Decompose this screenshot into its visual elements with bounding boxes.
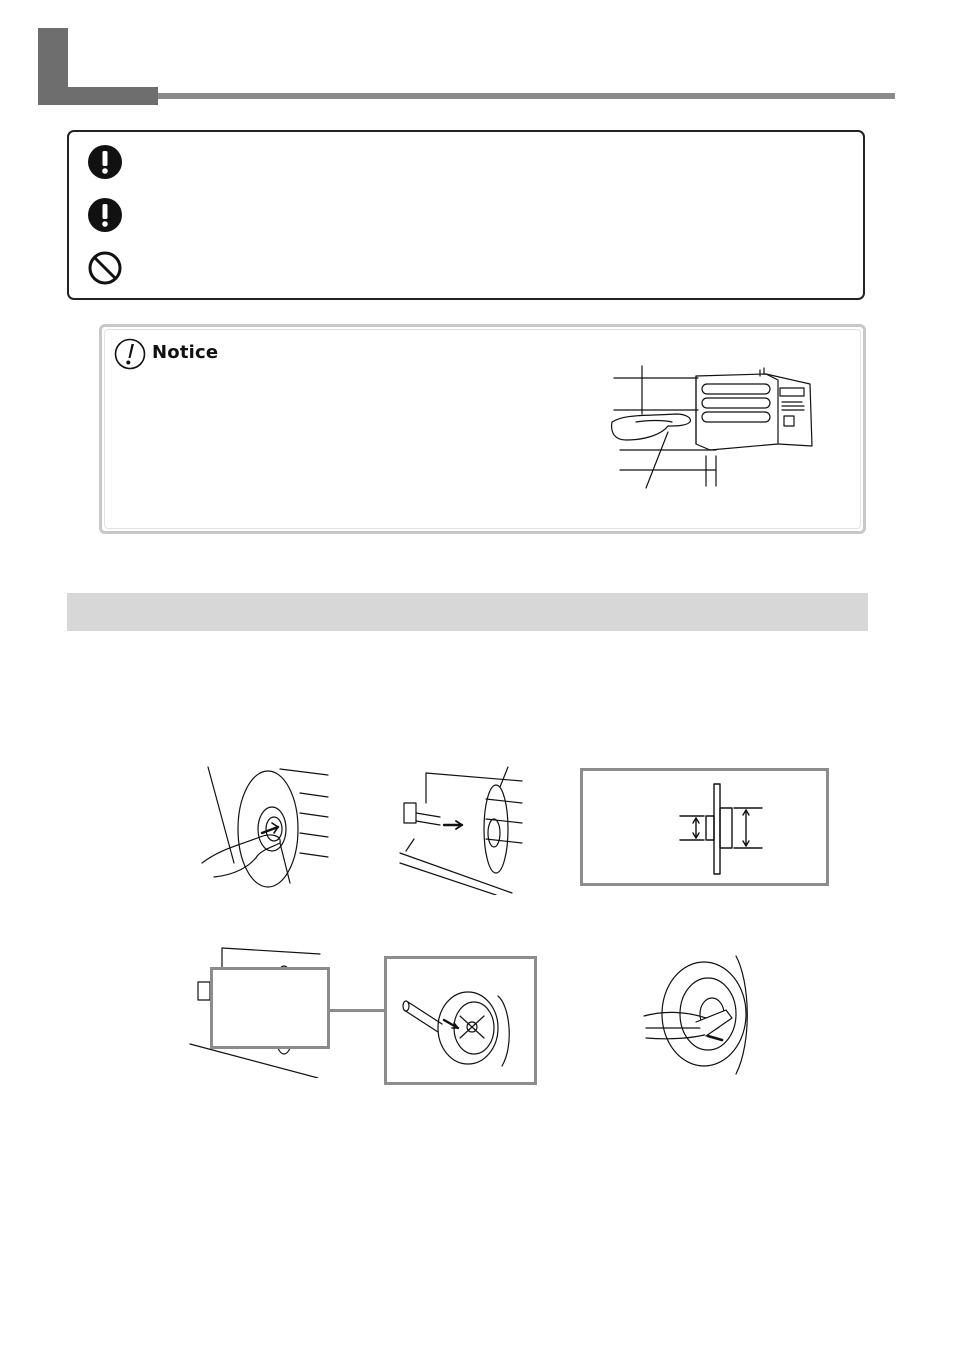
exclamation-circle-icon <box>88 145 122 179</box>
section-heading-bar <box>67 593 868 631</box>
attach-flange-illustration <box>396 763 526 895</box>
tighten-flange-illustration <box>636 952 754 1078</box>
caution-box <box>67 130 865 300</box>
notice-label: Notice <box>152 342 219 363</box>
carriage-illustration <box>606 364 834 492</box>
chapter-tab-notch <box>68 28 158 87</box>
remove-flange-illustration <box>200 763 332 895</box>
zoom-connector <box>330 1009 385 1012</box>
prohibition-icon <box>88 251 122 285</box>
exclamation-circle-icon <box>88 198 122 232</box>
zoom-region-frame <box>210 967 330 1049</box>
shaft-closeup-illustration <box>394 966 528 1076</box>
notice-exclamation-icon <box>114 338 146 370</box>
header-rule <box>158 93 895 99</box>
flange-dimension-diagram <box>640 778 780 878</box>
